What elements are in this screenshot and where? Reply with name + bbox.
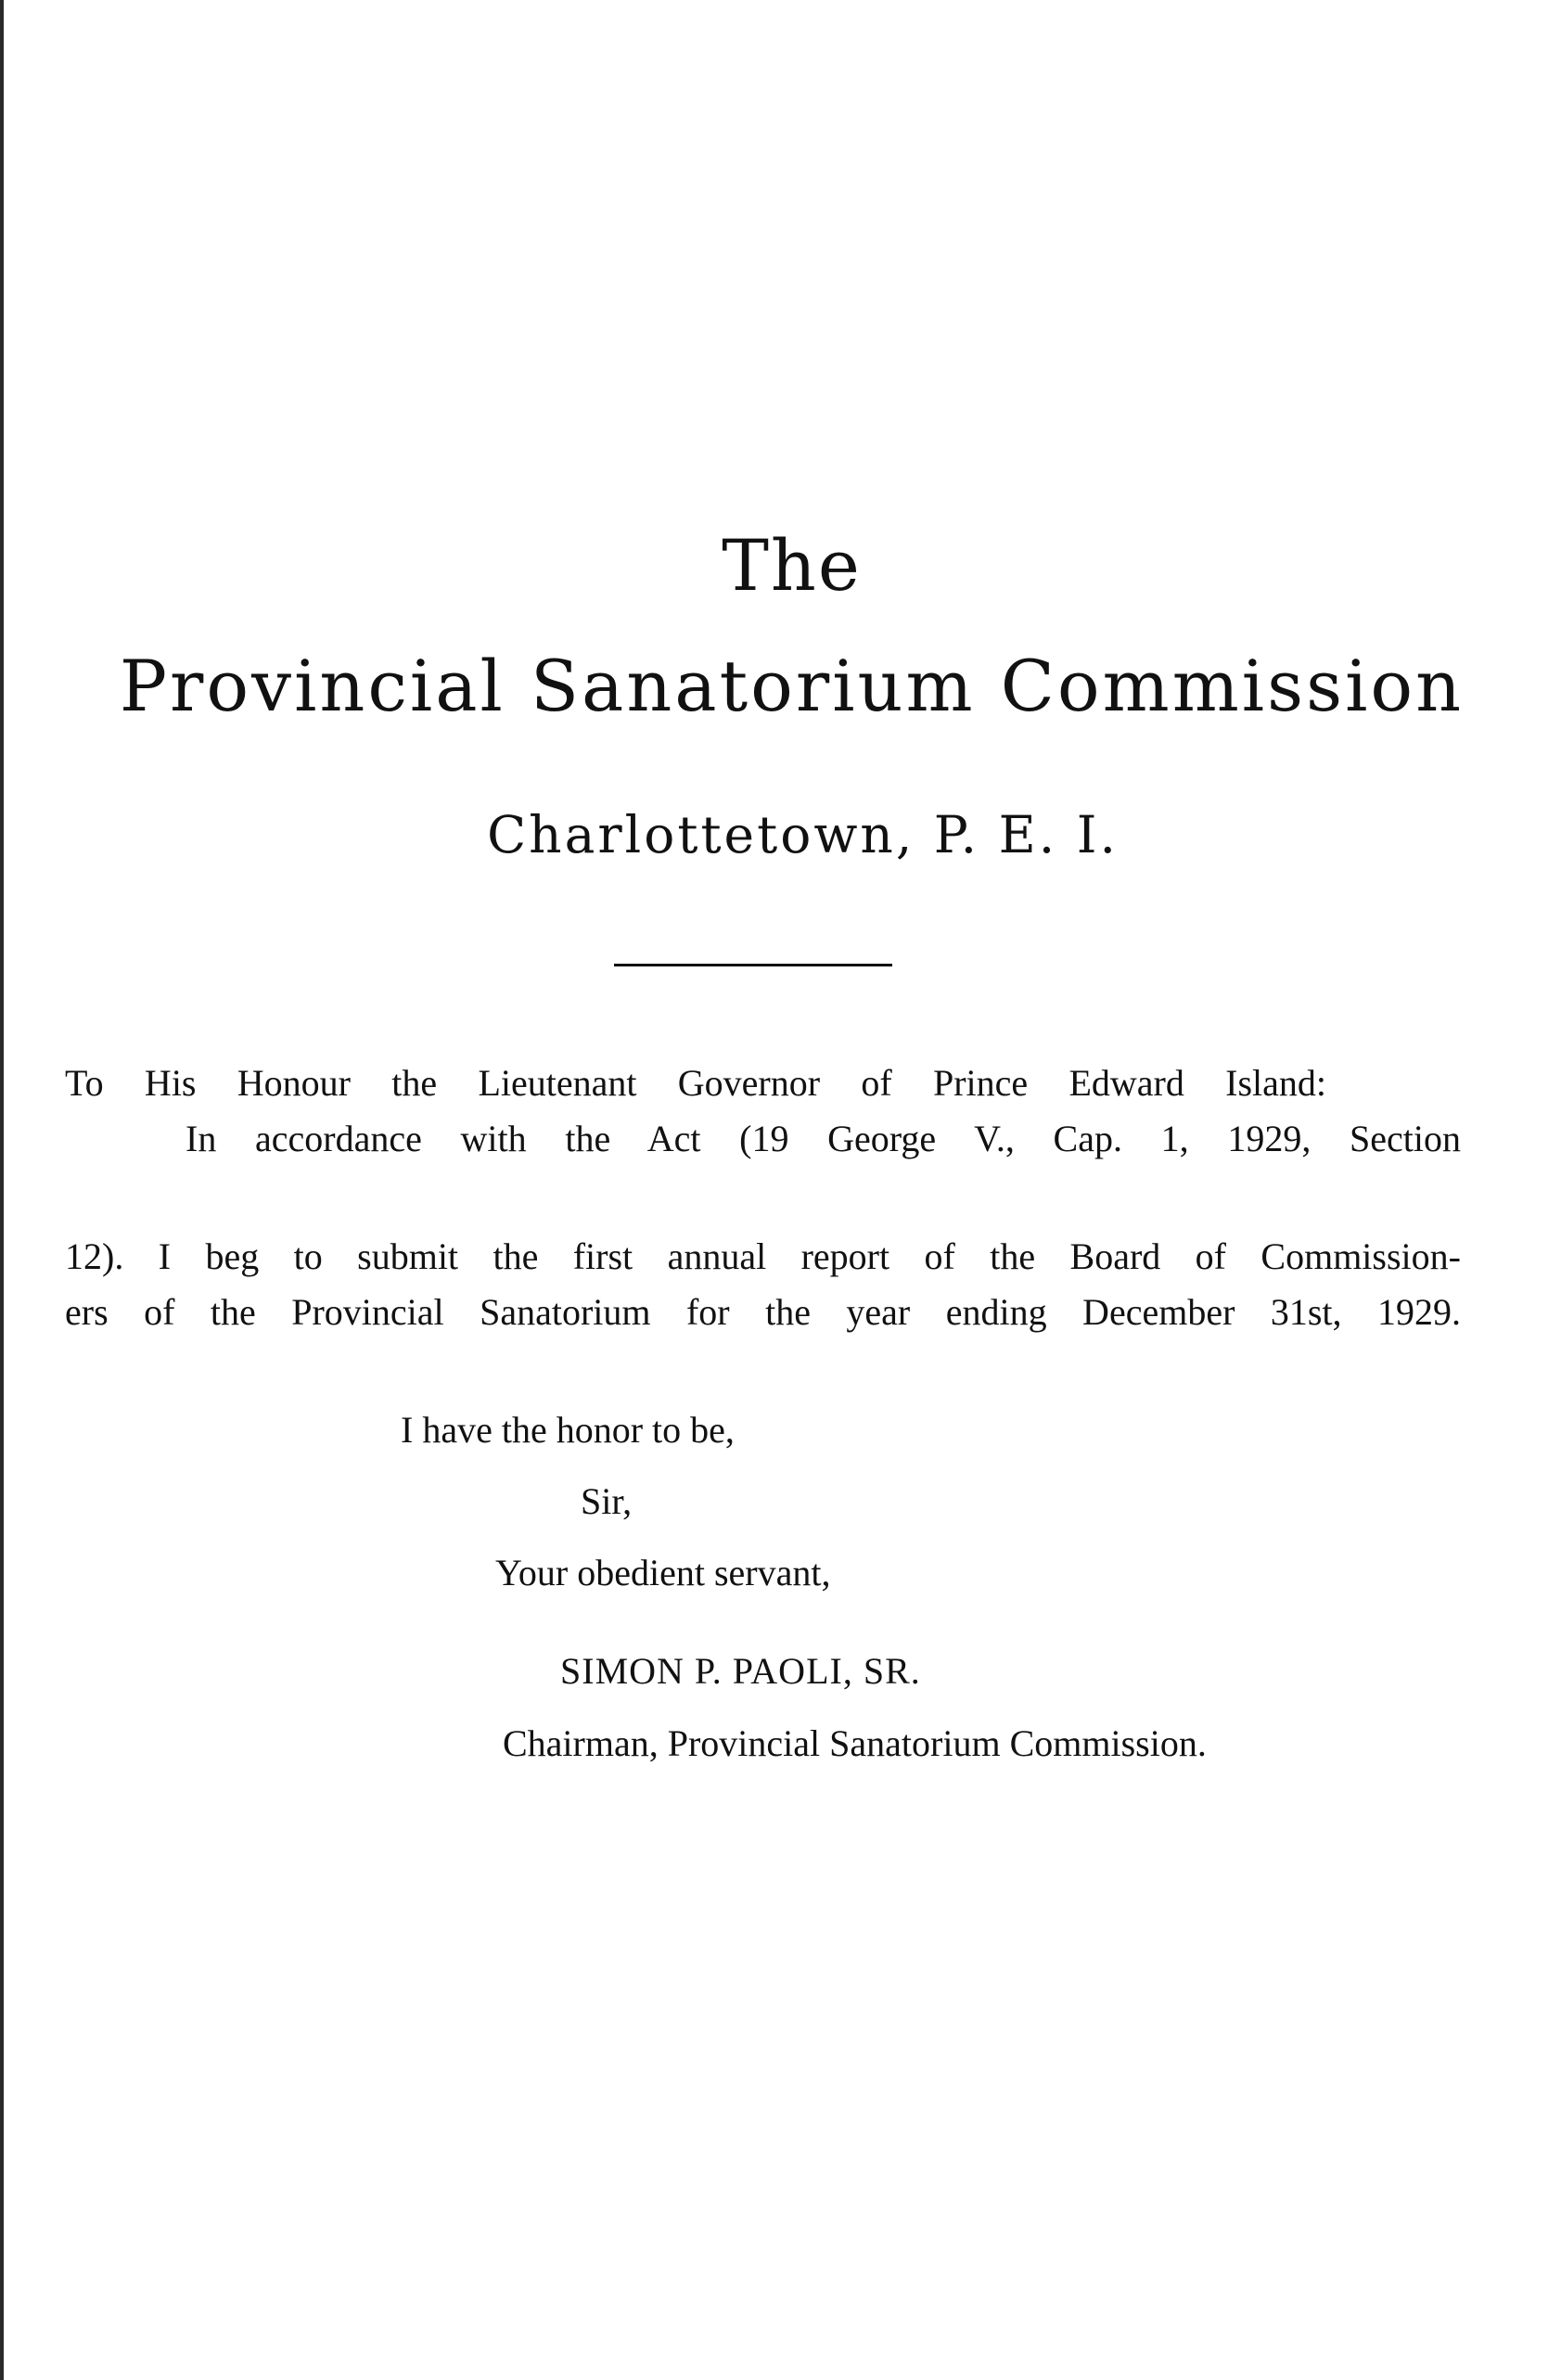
signer-title: Chairman, Provincial Sanatorium Commission. [503,1722,1207,1764]
scan-edge-shadow [0,0,4,2380]
addressee-line: To His Honour the Lieutenant Governor of Prince Edward Island: [65,1062,1326,1104]
signer-name: SIMON P. PAOLI, SR. [560,1650,921,1692]
paragraph-line-1: In accordance with the Act (19 George V., Cap. 1, 1929, Section [186,1118,1461,1159]
paragraph-line-2: 12). I beg to submit the first annual report of the Board of Commission- [65,1235,1461,1277]
salutation-line: Sir, [581,1480,633,1522]
title-line-the: The [722,524,862,607]
closing-line: I have the honor to be, [401,1409,735,1451]
paragraph-line-3: ers of the Provincial Sanatorium for the year ending December 31st, 1929. [65,1291,1461,1333]
separator-rule [614,964,892,966]
location-line: Charlottetown, P. E. I. [487,805,1119,864]
title-line-commission: Provincial Sanatorium Commission [119,645,1465,727]
valediction-line: Your obedient servant, [495,1552,831,1593]
